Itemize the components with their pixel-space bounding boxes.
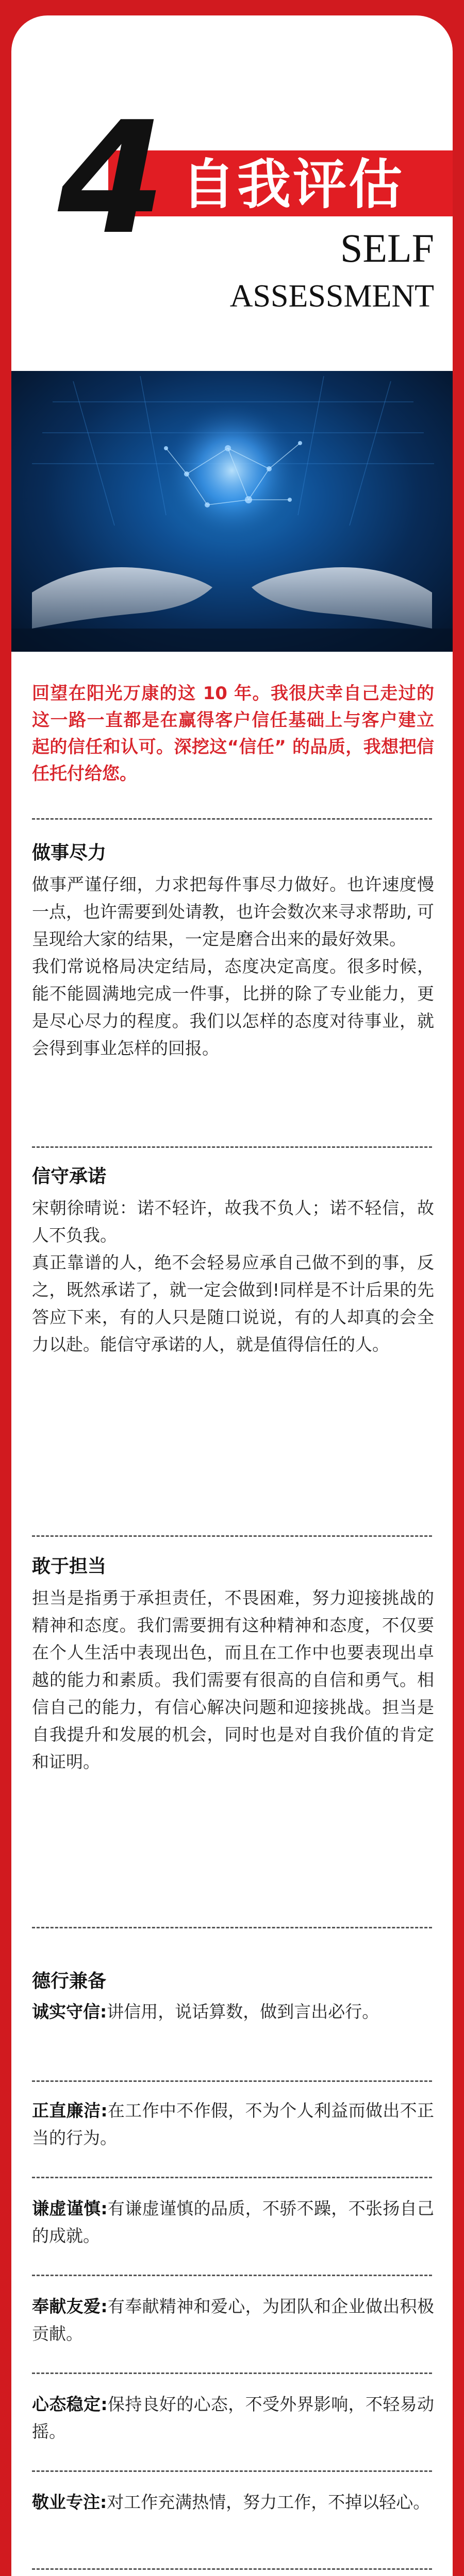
divider xyxy=(32,2080,432,2082)
paragraph: 我们常说格局决定结局，态度决定高度。很多时候，能不能圆满地完成一件事，比拼的除了专业能力，更是尽心尽力的程度。我们以怎样的态度对待事业，就会得到事业怎样的回报。 xyxy=(32,956,434,1058)
paragraph: 真正靠谱的人，绝不会轻易应承自己做不到的事，反之，既然承诺了，就一定会做到!同样是不计后果的先答应下来，有的人只是随口说说，有的人却真的会全力以赴。能信守承诺的人，就是值得信任的人。 xyxy=(32,1252,434,1354)
virtue-label: 奉献友爱: xyxy=(32,2296,108,2316)
virtue-item-stability xyxy=(32,2391,434,2445)
divider xyxy=(32,1146,432,1148)
section-number-graphic xyxy=(53,103,187,247)
divider xyxy=(32,818,432,820)
divider xyxy=(32,1535,432,1537)
virtue-item-modesty xyxy=(32,2195,434,2249)
page-title-en-line2: ASSESSMENT xyxy=(229,279,434,314)
divider xyxy=(32,1927,432,1928)
virtue-text: 保持良好的心态，不受外界影响，不轻易动摇。 xyxy=(32,2394,435,2442)
virtue-text: 有谦虚谨慎的品质，不骄不躁，不张扬自己的成就。 xyxy=(32,2198,435,2246)
section-title-effort: 做事尽力 xyxy=(32,842,107,863)
divider xyxy=(32,2177,432,2178)
divider xyxy=(32,2372,432,2374)
virtue-text: 在工作中不作假，不为个人利益而做出不正当的行为。 xyxy=(32,2100,435,2148)
hero-image xyxy=(11,371,453,652)
section-number: 4 xyxy=(58,103,165,247)
virtue-label: 心态稳定: xyxy=(32,2394,108,2414)
virtue-item-dedication xyxy=(32,2293,434,2347)
page-title: 自我评估 xyxy=(181,153,405,216)
virtue-label: 敬业专注: xyxy=(32,2492,107,2512)
divider xyxy=(32,2568,432,2570)
virtue-text: 对工作充满热情，努力工作，不掉以轻心。 xyxy=(107,2492,430,2512)
section-title-virtue: 德行兼备 xyxy=(32,1971,107,1992)
divider xyxy=(32,2470,432,2472)
section-body-effort xyxy=(32,871,434,1062)
intro-statement: 回望在阳光万康的这 10 年。我很庆幸自己走过的这一路一直都是在赢得客户信任基础上与客户建立起的信任和认可。深挖这“信任” 的品质，我想把信任托付给您。 xyxy=(32,683,434,784)
virtue-text: 讲信用，说话算数，做到言出必行。 xyxy=(107,2002,379,2022)
section-title-promise: 信守承诺 xyxy=(32,1166,107,1187)
virtue-label: 正直廉洁: xyxy=(32,2100,108,2121)
content-card xyxy=(11,15,453,2576)
virtue-text: 有奉献精神和爱心，为团队和企业做出积极贡献。 xyxy=(32,2296,435,2344)
paragraph: 担当是指勇于承担责任，不畏困难，努力迎接挑战的精神和态度。我们需要拥有这种精神和态度，不仅要在个人生活中表现出色，而且在工作中也要表现出卓越的能力和素质。我们需要有很高的自信和勇气。相信自己的能力，有信心解决问题和迎接挑战。担当是自我提升和发展的机会，同时也是对自我价值的肯定和证明。 xyxy=(32,1588,434,1772)
paragraph: 宋朝徐晴说：诺不轻许，故我不负人；诺不轻信，故人不负我。 xyxy=(32,1198,434,1245)
virtue-item-integrity xyxy=(32,2097,434,2151)
virtue-label: 诚实守信: xyxy=(32,2002,107,2022)
page-header xyxy=(11,15,453,371)
divider xyxy=(32,2275,432,2276)
virtue-item-honesty xyxy=(32,1998,434,2025)
virtue-item-focus xyxy=(32,2488,434,2516)
section-title-responsibility: 敢于担当 xyxy=(32,1556,107,1577)
hands-holding-network-illustration xyxy=(11,371,453,652)
paragraph: 做事严谨仔细，力求把每件事尽力做好。也许速度慢一点，也许需要到处请教，也许会数次来寻求帮助, 可呈现给大家的结果，一定是磨合出来的最好效果。 xyxy=(32,874,434,949)
section-body-responsibility xyxy=(32,1584,434,1775)
section-body-promise xyxy=(32,1194,434,1358)
virtue-label: 谦虚谨慎: xyxy=(32,2198,108,2218)
page-title-en-line1: SELF xyxy=(340,226,434,270)
